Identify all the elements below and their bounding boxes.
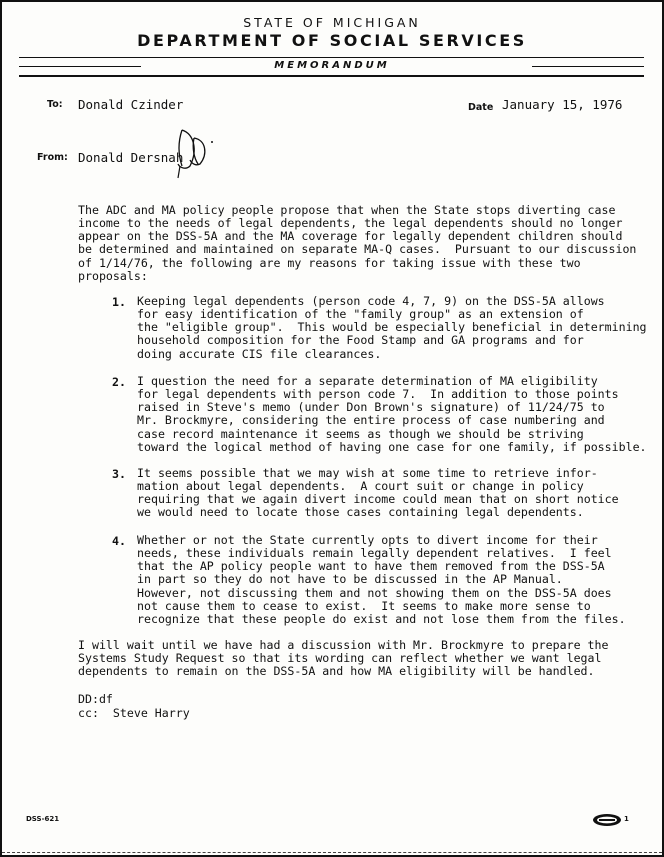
state-heading: STATE OF MICHIGAN (243, 15, 421, 30)
typist-initials: DD:df (78, 692, 113, 706)
department-heading: DEPARTMENT OF SOCIAL SERVICES (137, 31, 527, 50)
item-text: I question the need for a separate determination of MA eligibility for legal dependents with person code 7. In addition to those points raised in Steve's memo (under Don Brown's signature) of 11/24/75 to Mr. Brockmyre, considering the entire process of case numbering and case record maintenance it seems as though we should be striving toward the logical method of having one case for one family, if possible. (137, 374, 647, 454)
intro-paragraph: The ADC and MA policy people propose that when the State stops diverting case income to the needs of legal dependents, the legal dependents should no longer appear on the DSS-5A and the MA coverage for legally dependent children should be determined and maintained on separate MA-Q cases. Pursuant to our discussion of 1/14/76, the following are my reasons for taking issue with these two proposals: (78, 203, 637, 283)
from-label: From: (37, 152, 68, 163)
item-number: 3. (112, 467, 126, 481)
signature-initials (172, 120, 222, 182)
item-text: Keeping legal dependents (person code 4, 7, 9) on the DSS-5A allows for easy identification of the "family group" as an extension of the "eligible group". This would be especially beneficial in determining household composition for the Food Stamp and GA programs and for doing accurate CIS file clearances. (137, 294, 647, 361)
to-label: To: (47, 99, 63, 110)
union-bug-number: 1 (624, 815, 629, 823)
date-label: Date (468, 102, 494, 113)
memorandum-label: MEMORANDUM (274, 60, 390, 71)
item-text: It seems possible that we may wish at some time to retrieve infor- mation about legal dependents. A court suit or change in policy requiring that we again divert income could mean that on short notice we would need to locate those cases containing legal dependents. (137, 466, 619, 520)
date-value: January 15, 1976 (502, 97, 623, 112)
item-number: 1. (112, 295, 126, 309)
rule-full-lower (19, 75, 644, 77)
closing-paragraph: I will wait until we have had a discussion with Mr. Brockmyre to prepare the Systems Study Request so that its wording can reflect whether we want legal dependents to remain on the DSS-5A and how MA eligibility will be handled. (78, 638, 609, 679)
from-value: Donald Dersnah (78, 150, 184, 165)
bottom-dashed-rule (2, 852, 662, 853)
rule-full-upper (19, 57, 644, 58)
to-value: Donald Czinder (78, 97, 184, 112)
carbon-copy: cc: Steve Harry (78, 706, 190, 720)
item-text: Whether or not the State currently opts to divert income for their needs, these individuals remain legally dependent relatives. I feel that the AP policy people want to have them removed from the DSS-5A in part so they do not have to be discussed in the AP Manual. However, not discussing them and not showing them on the DSS-5A does not cause them to cease to exist. It seems to make more sense to recognize that these people do exist and not lose them from the files. (137, 533, 626, 626)
item-number: 2. (112, 375, 126, 389)
form-code: DSS-621 (26, 815, 60, 823)
item-number: 4. (112, 534, 126, 548)
union-bug-logo (592, 812, 632, 828)
